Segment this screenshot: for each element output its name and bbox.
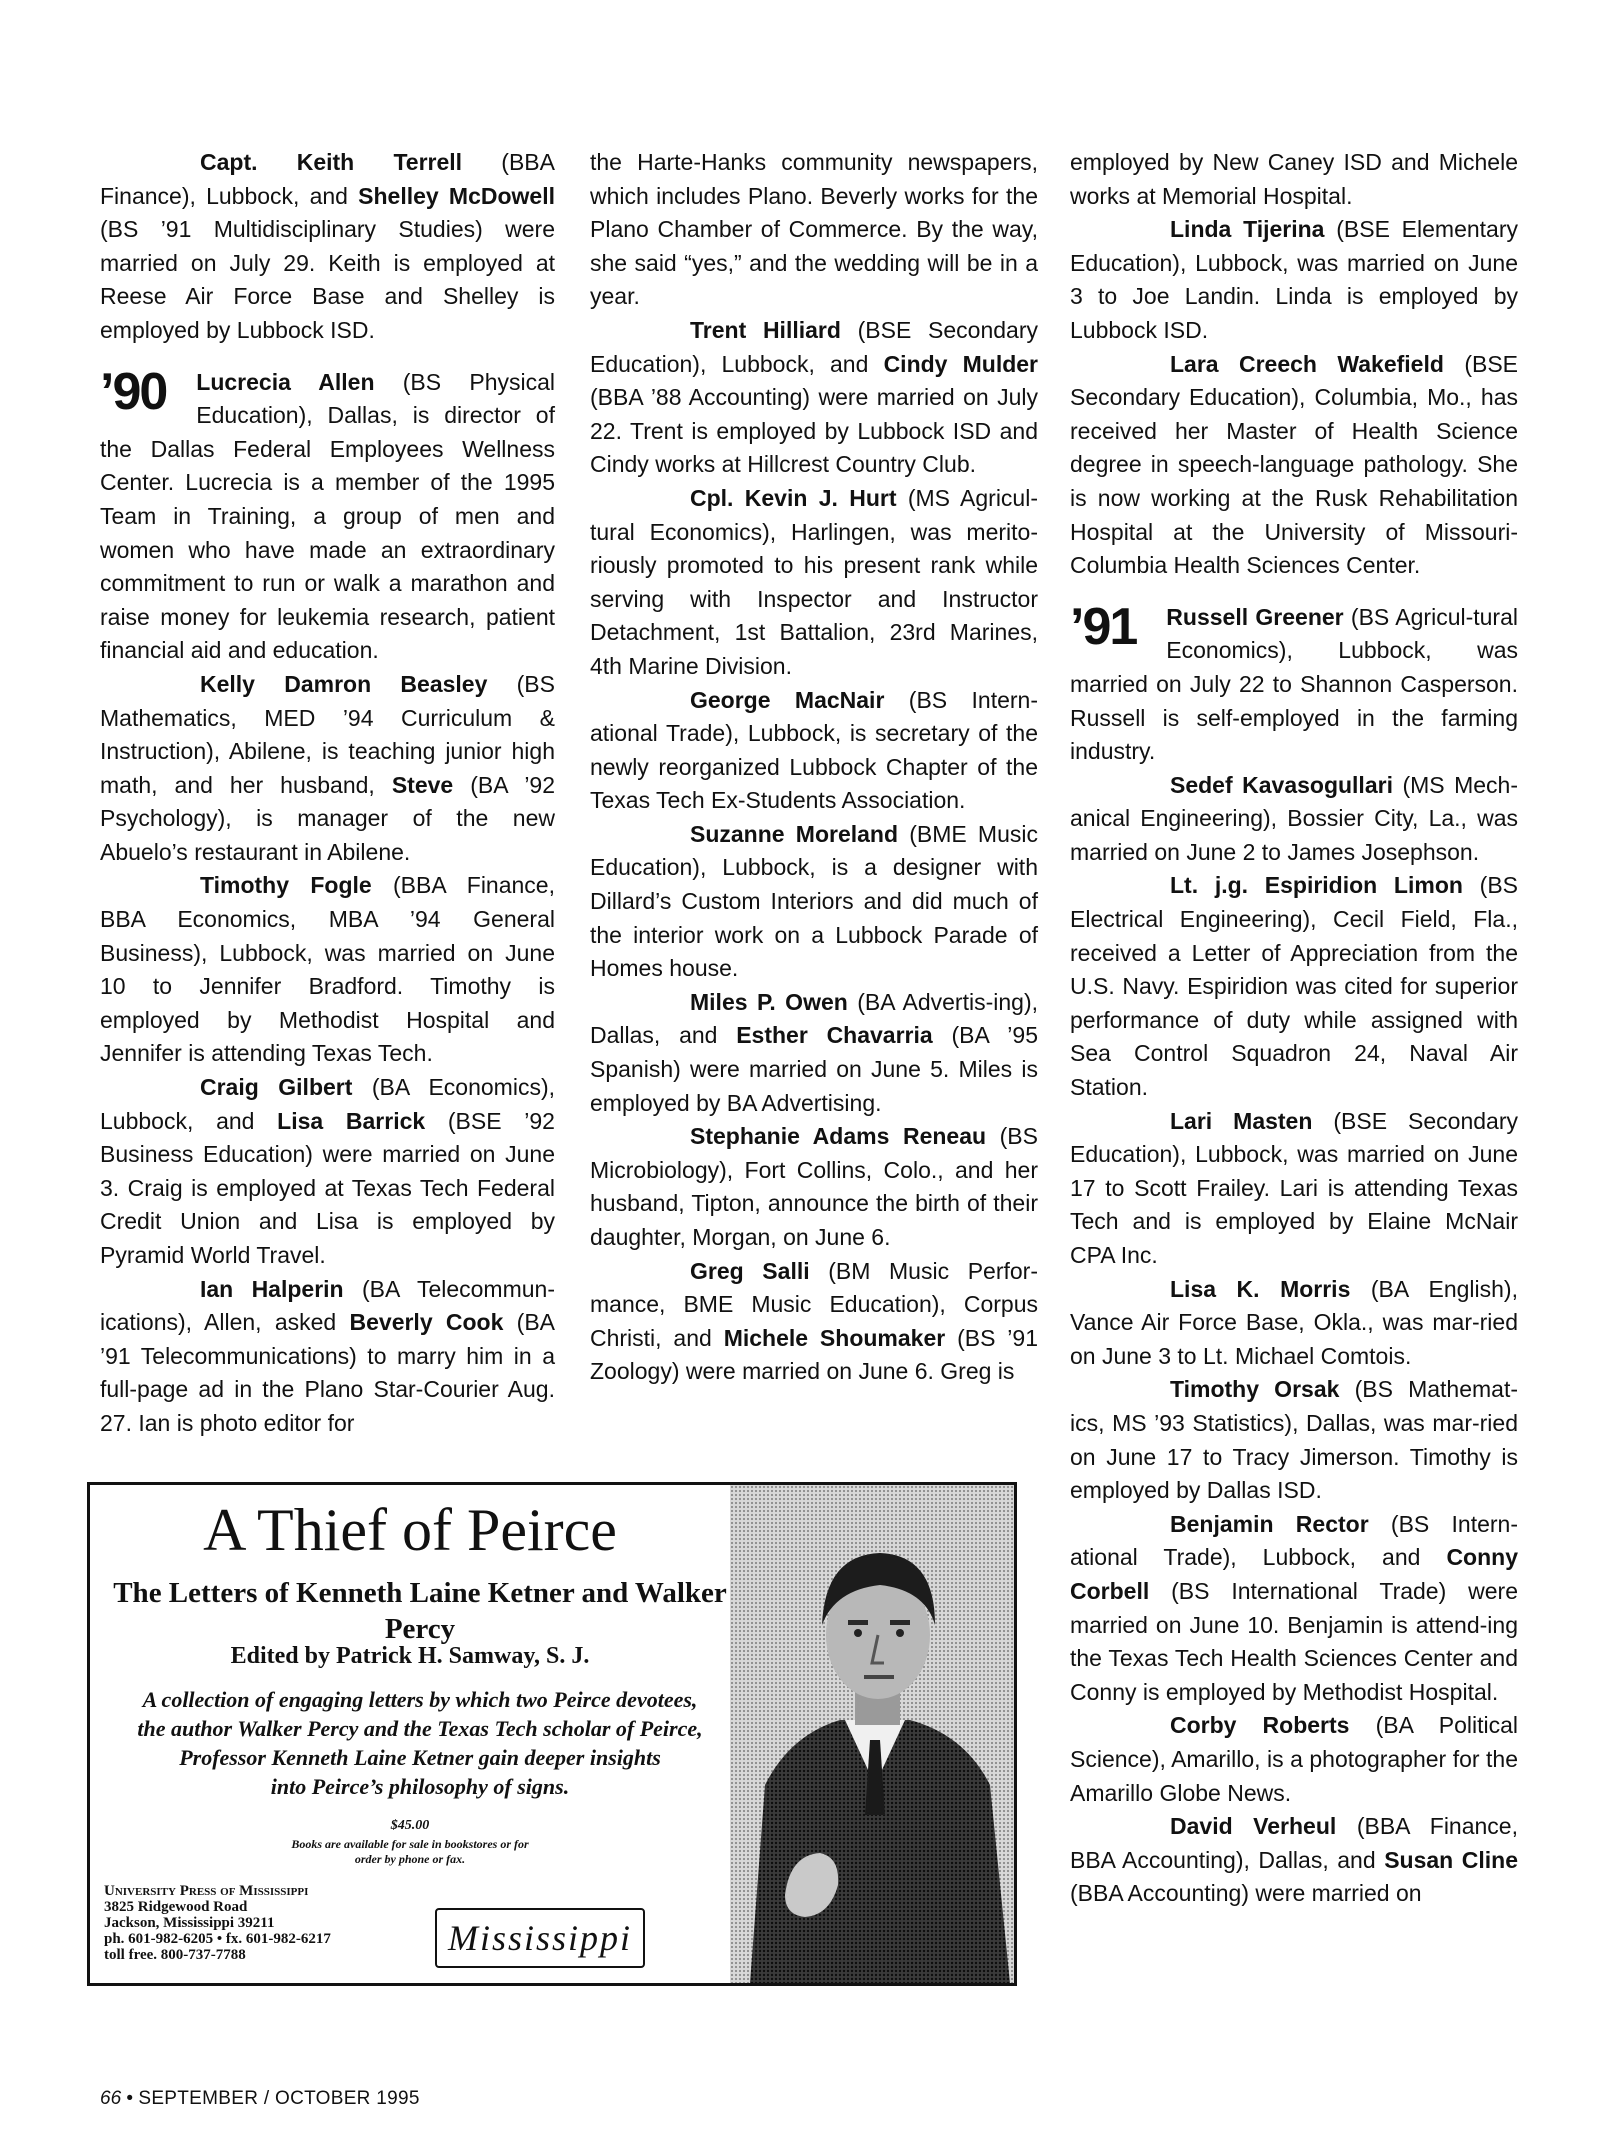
entry-reneau: Stephanie Adams Reneau (BS Microbiology), Fort Collins, Colo., and her husband, Tipton, announce the birth of their daughter, Morgan, on June 6. [590,1123,1038,1250]
entry-masten: Lari Masten (BSE Secondary Education), Lubbock, was married on June 17 to Scott Frailey. Lari is attending Texas Tech and is employed by Elaine McNair CPA Inc. [1070,1107,1518,1268]
entry-wakefield: Lara Creech Wakefield (BSE Secondary Education), Columbia, Mo., has received her Master of Health Science degree in speech-language pathology. She is now working at the Rusk Rehabilitation Hospital at the University of Missouri-Columbia Health Sciences Center. [1070,350,1518,579]
ad-publisher-address: University Press of Mississippi 3825 Ridgewood Road Jackson, Mississippi 39211 ph. 601-982-6205 • fx. 601-982-6217 toll free. 800-737-7788 [104,1883,331,1963]
entry-tijerina: Linda Tijerina (BSE Elementary Education), Lubbock, was married on June 3 to Joe Landin. Linda is employed by Lubbock ISD. [1070,216,1519,343]
entry-macnair: George MacNair (BS Intern-ational Trade), Lubbock, is secretary of the newly reorganized Lubbock Chapter of the Texas Tech Ex-Students Association. [590,686,1038,814]
ad-editor: Edited by Patrick H. Samway, S. J. [230,1643,590,1669]
page-footer [100,2088,420,2110]
entry-rector: Benjamin Rector (BS Intern-ational Trade), Lubbock, and Conny Corbell (BS International Trade) were married on June 10. Benjamin is attend-ing the Texas Tech Health Sciences Center and Conny is employed by Methodist Hospital. [1070,1510,1518,1705]
entry-fogle: Timothy Fogle (BBA Finance, BBA Economics, MBA ’94 General Business), Lubbock, was married on June 10 to Jennifer Bradford. Timothy is employed by Methodist Hospital and Jennifer is attending Texas Tech. [100,872,555,1067]
book-advertisement [87,1482,1017,1986]
entry-hurt: Cpl. Kevin J. Hurt (MS Agricul-tural Economics), Harlingen, was merito-riously promoted to his present rank while serving with Inspector and Instructor Detachment, 1st Battalion, 23rd Marines, 4th Marine Division. [590,484,1038,679]
ad-title: A Thief of Peirce [203,1497,617,1563]
entry-continuation-salli: employed by New Caney ISD and Michele works at Memorial Hospital. [1070,149,1518,209]
ad-availability-note: Books are available for sale in bookstores or for order by phone or fax. [291,1837,529,1866]
entry-terrell: Capt. Keith Terrell (BBA Finance), Lubbock, and Shelley McDowell (BS ’91 Multidisciplinary Studies) were married on July 29. Keith is employed at Reese Air Force Base and Shelley is employed by Lubbock ISD. [100,149,555,343]
entry-morris: Lisa K. Morris (BA English), Vance Air Force Base, Okla., was mar-ried on June 3 to Lt. Michael Comtois. [1070,1275,1518,1369]
page-number: 66 [100,2088,122,2109]
class-year-90: ’90 [100,362,167,421]
ad-price: $45.00 [390,1818,430,1833]
entry-verheul: David Verheul (BBA Finance, BBA Accounting), Dallas, and Susan Cline (BBA Accounting) were married on [1070,1813,1518,1907]
ad-description: A collection of engaging letters by which two Peirce devotees, the author Walker Percy and the Texas Tech scholar of Peirce, Professor Kenneth Laine Ketner gain deeper insights into Peirce’s philosophy of signs. [137,1687,703,1799]
entry-continuation-halperin: the Harte-Hanks community newspapers, which includes Plano. Beverly works for the Plano Chamber of Commerce. By the way, she said “yes,” and the wedding will be in a year. [590,149,1038,310]
entry-hilliard: Trent Hilliard (BSE Secondary Education), Lubbock, and Cindy Mulder (BBA ’88 Accounting) were married on July 22. Trent is employed by Lubbock ISD and Cindy works at Hillcrest Country Club. [590,316,1039,478]
entry-beasley: Kelly Damron Beasley (BS Mathematics, MED ’94 Curriculum & Instruction), Abilene, is teaching junior high math, and her husband, Steve (BA ’92 Psychology), is manager of the new Abuelo’s restaurant in Abilene. [100,670,556,865]
ad-publisher: University Press of Mississippi [104,1883,309,1899]
entry-salli: Greg Salli (BM Music Perfor-mance, BME Music Education), Corpus Christi, and Michele Shoumaker (BS ’91 Zoology) were married on June 6. Greg is [590,1257,1038,1385]
publisher-logo: Mississippi [435,1908,645,1968]
entry-halperin: Ian Halperin (BA Telecommun-ications), Allen, asked Beverly Cook (BA ’91 Telecommunications) to marry him in a full-page ad in the Plano Star-Courier Aug. 27. Ian is photo editor for [100,1275,556,1436]
entry-kavasogullari: Sedef Kavasogullari (MS Mech-anical Engineering), Bossier City, La., was married on June 2 to James Josephson. [1070,771,1519,865]
entry-roberts: Corby Roberts (BA Political Science), Amarillo, is a photographer for the Amarillo Globe News. [1070,1712,1519,1806]
ad-subtitle: The Letters of Kenneth Laine Ketner and Walker Percy [113,1577,727,1645]
entry-moreland: Suzanne Moreland (BME Music Education), Lubbock, is a designer with Dillard’s Custom Interiors and did much of the interior work on a Lubbock Parade of Homes house. [590,820,1038,982]
column-2 [590,146,1038,1389]
class-year-91: ’91 [1070,597,1137,656]
entry-allen: ’90 Lucrecia Allen (BS Physical Education), Dallas, is director of the Dallas Federal Employees Wellness Center. Lucrecia is a member of the 1995 Team in Training, a group of men and women who have made an extraordinary commitment to run or walk a marathon and raise money for leukemia research, patient financial aid and education. [100,362,556,664]
issue-date: SEPTEMBER / OCTOBER 1995 [138,2088,420,2109]
column-1 [100,146,555,1441]
column-3 [1070,146,1518,1911]
entry-limon: Lt. j.g. Espiridion Limon (BS Electrical Engineering), Cecil Field, Fla., received a Letter of Appreciation from the U.S. Navy. Espiridion was cited for superior performance of duty while assigned with Sea Control Squadron 24, Naval Air Station. [1070,872,1519,1101]
entry-orsak: Timothy Orsak (BS Mathemat-ics, MS ’93 Statistics), Dallas, was mar-ried on June 17 to Tracy Jimerson. Timothy is employed by Dallas ISD. [1070,1376,1518,1504]
entry-greener: ’91 Russell Greener (BS Agricul-tural Economics), Lubbock, was married on July 22 to Shannon Casperson. Russell is self-employed in the farming industry. [1070,597,1518,765]
portrait-photo [730,1485,1017,1983]
footer-separator: • [126,2088,134,2109]
entry-gilbert: Craig Gilbert (BA Economics), Lubbock, and Lisa Barrick (BSE ’92 Business Education) were married on June 3. Craig is employed at Texas Tech Federal Credit Union and Lisa is employed by Pyramid World Travel. [100,1074,555,1268]
entry-owen: Miles P. Owen (BA Advertis-ing), Dallas, and Esther Chavarria (BA ’95 Spanish) were married on June 5. Miles is employed by BA Advertising. [590,988,1038,1116]
